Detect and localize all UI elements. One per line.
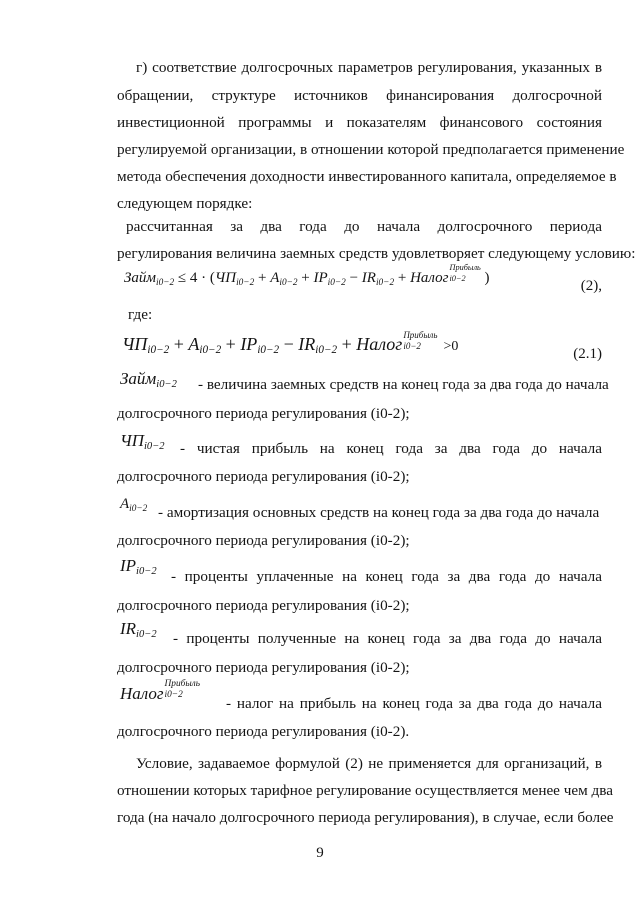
definition-text: долгосрочного периода регулирования (i0-2); [117,532,410,549]
definition-text: - проценты уплаченные на конец года за два года до начала [171,568,602,585]
definition-text: - амортизация основных средств на конец года за два года до начала [158,504,600,521]
paragraph-line: регулируемой организации, в отношении которой предполагается применение [117,141,625,158]
where-label: где: [128,306,153,323]
definition-symbol: $А_{i0-2}$ [120,496,148,514]
definition-symbol: $IR_{i0-2}$ [120,619,157,640]
equation-number: (2.1) [573,346,602,362]
paragraph-line: Условие, задаваемое формулой (2) не применяется для организаций, в [136,755,602,772]
page-number: 9 [316,845,324,861]
definition-text: - чистая прибыль на конец года за два года до начала [180,440,602,457]
paragraph-line: следующем порядке: [117,195,253,212]
paragraph-line: отношении которых тарифное регулирование осуществляется менее чем два [117,782,613,799]
paragraph-line: года (на начало долгосрочного периода регулирования), в случае, если более [117,809,614,826]
paragraph-line: рассчитанная за два года до начала долгосрочного периода [126,218,602,235]
definition-symbol: $IP_{i0-2}$ [120,556,157,577]
paragraph-line: г) соответствие долгосрочных параметров регулирования, указанных в [136,59,602,76]
definition-symbol: Займ$_{i0-2}$ [120,369,177,390]
definition-text: долгосрочного периода регулирования (i0-2); [117,468,410,485]
formula-2: Займ$_{i0-2}$ ≤ $4 \cdot (ЧП_{i0-2} + А_{i0-2} + IP_{i0-2} - IR_{i0-2}$ + Налог Прибыль i0−2 ) [124,263,490,288]
equation-number: (2), [580,278,602,294]
definition-text: - величина заемных средств на конец года за два года до начала [198,376,609,393]
definition-text: долгосрочного периода регулирования (i0-2). [117,723,410,740]
definition-symbol: Налог Прибыль i0−2 [120,678,200,703]
definition-symbol: $ЧП_{i0-2}$ [120,431,165,452]
definition-text: - проценты полученные на конец года за два года до начала [173,630,602,647]
paragraph-line: метода обеспечения доходности инвестированного капитала, определяемое в [117,168,617,185]
definition-text: долгосрочного периода регулирования (i0-2); [117,597,410,614]
formula-2-1: $ЧП_{i0-2} + А_{i0-2} + IP_{i0-2} - IR_{i0-2}$ + Налог Прибыль i0−2 >0 [122,329,459,356]
paragraph-line: обращении, структуре источников финансирования долгосрочной [117,87,602,104]
definition-text: долгосрочного периода регулирования (i0-2); [117,659,410,676]
paragraph-line: инвестиционной программы и показателям финансового состояния [117,114,602,131]
definition-text: долгосрочного периода регулирования (i0-2); [117,405,410,422]
paragraph-line: регулирования величина заемных средств удовлетворяет следующему условию: [117,245,636,262]
definition-text: - налог на прибыль на конец года за два года до начала [226,695,602,712]
